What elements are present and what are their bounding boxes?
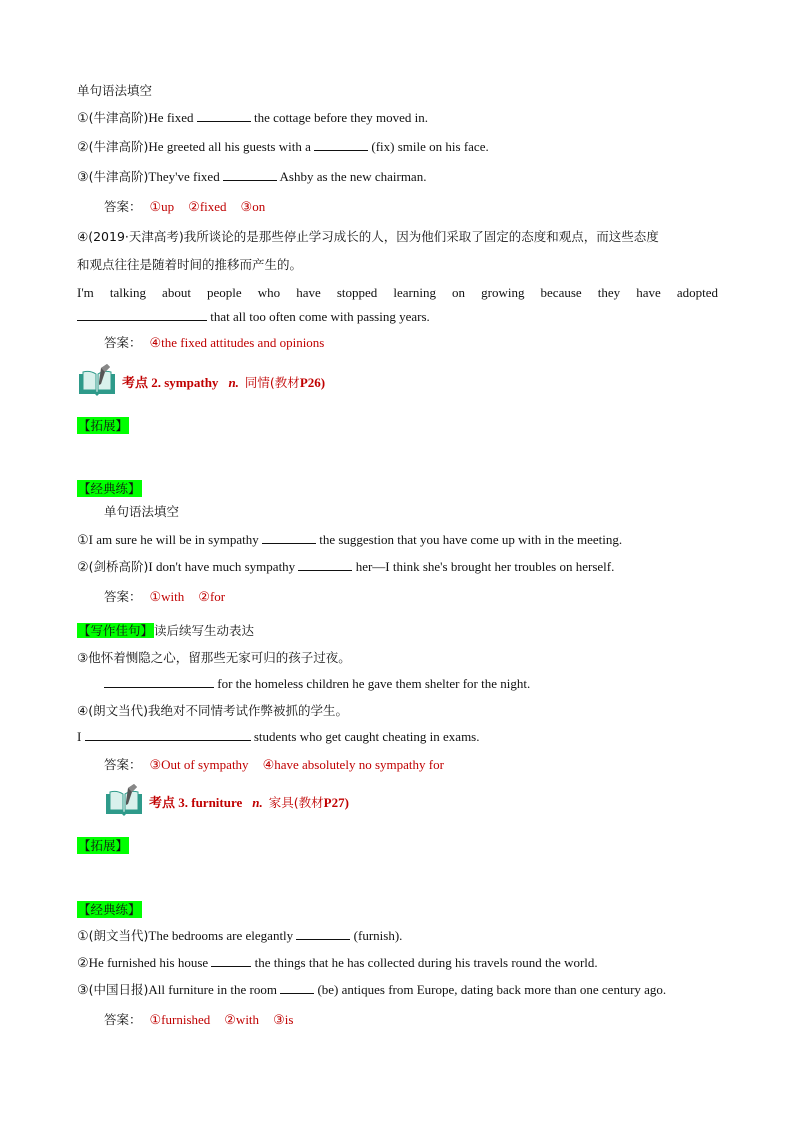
answer-blank[interactable]	[104, 675, 214, 688]
question-1	[77, 927, 402, 945]
answer-value: ①with	[149, 589, 185, 604]
question-text: I	[77, 729, 82, 744]
question-4-english: I'm talking about people who have stopped learning on growing because they have adopted	[77, 285, 718, 300]
answer-value: ②with	[224, 1012, 260, 1027]
question-3	[77, 981, 666, 999]
answer-value: ③on	[240, 199, 266, 214]
answer-value: ②for	[198, 589, 226, 604]
answer-value: ④have absolutely no sympathy for	[262, 757, 444, 772]
question-text: All furniture in the room	[148, 982, 277, 997]
part-of-speech: n.	[252, 795, 263, 810]
answer-label: 答案：	[104, 335, 142, 350]
part-of-speech: n.	[228, 375, 239, 390]
question-text: I am sure he will be in sympathy	[88, 532, 259, 547]
answer-blank[interactable]	[211, 954, 251, 967]
answer-blank[interactable]	[298, 558, 352, 571]
writing-3-english	[104, 675, 530, 693]
tag-practice: 【经典练】	[78, 481, 141, 496]
key-point-title: 考点 3. furniture	[149, 795, 243, 810]
answer-value: ①up	[149, 199, 175, 214]
answer-blank[interactable]	[280, 981, 314, 994]
question-2	[77, 954, 598, 972]
answer-blank[interactable]	[296, 927, 350, 940]
question-4-english	[77, 308, 430, 326]
tag-expand: 【拓展】	[78, 418, 129, 433]
question-number: ①	[77, 110, 89, 125]
answer-label: 答案：	[104, 757, 142, 772]
tag-practice: 【经典练】	[78, 902, 141, 917]
textbook-reference: P26)	[299, 375, 326, 390]
question-number: ③	[77, 982, 89, 997]
writing-hint: 读后续写生动表达	[154, 623, 255, 638]
answer-value: ②fixed	[188, 199, 227, 214]
writing-4-english	[77, 728, 479, 746]
question-number: ②	[77, 559, 89, 574]
answer-line	[104, 198, 279, 216]
writing-section-header	[77, 622, 254, 640]
answer-label: 答案：	[104, 589, 142, 604]
answer-blank[interactable]	[262, 531, 316, 544]
answer-line	[104, 1011, 307, 1029]
question-source: (剑桥高阶)	[88, 559, 149, 574]
question-text: He greeted all his guests with a	[148, 139, 311, 154]
question-text: that all too often come with passing years.	[210, 309, 430, 324]
question-text: the things that he has collected during his travels round the world.	[254, 955, 598, 970]
question-text: for the homeless children he gave them shelter for the night.	[217, 676, 531, 691]
textbook-reference: P27)	[323, 795, 349, 810]
book-pen-icon	[77, 364, 117, 396]
question-source: (牛津高阶)	[88, 110, 149, 125]
question-text: the suggestion that you have come up with in the meeting.	[319, 532, 623, 547]
writing-3-chinese: ③他怀着恻隐之心，留那些无家可归的孩子过夜。	[77, 650, 351, 665]
answer-label: 答案：	[104, 199, 142, 214]
answer-blank[interactable]	[223, 168, 277, 181]
question-text: (furnish).	[353, 928, 403, 943]
question-2	[77, 138, 489, 156]
question-text: the cottage before they moved in.	[254, 110, 429, 125]
key-point-title: 考点 2. sympathy	[122, 375, 219, 390]
question-1	[77, 531, 622, 549]
tag-writing: 【写作佳句】	[78, 623, 154, 638]
question-text: They've fixed	[148, 169, 220, 184]
key-point-heading	[149, 794, 349, 812]
question-text: (be) antiques from Europe, dating back more than one century ago.	[317, 982, 667, 997]
answer-blank[interactable]	[77, 308, 207, 321]
tag-expand: 【拓展】	[78, 838, 129, 853]
question-text: I don't have much sympathy	[148, 559, 296, 574]
answer-line	[104, 756, 458, 774]
question-source: (牛津高阶)	[88, 139, 149, 154]
answer-value: ③Out of sympathy	[149, 757, 249, 772]
key-point-heading	[122, 374, 325, 392]
question-number: ②	[77, 139, 89, 154]
question-text: He fixed	[148, 110, 194, 125]
answer-blank[interactable]	[85, 728, 251, 741]
question-text: Ashby as the new chairman.	[279, 169, 427, 184]
answer-label: 答案：	[104, 1012, 142, 1027]
answer-value: ①furnished	[149, 1012, 211, 1027]
question-number: ①	[77, 928, 89, 943]
book-pen-icon	[104, 784, 144, 816]
answer-blank[interactable]	[197, 109, 251, 122]
key-point-meaning: 同情(教材	[244, 375, 300, 390]
question-3	[77, 168, 426, 186]
answer-value: ③is	[273, 1012, 294, 1027]
question-4-chinese: 和观点往往是随着时间的推移而产生的。	[77, 257, 303, 272]
question-1	[77, 109, 428, 127]
section-label: 单句语法填空	[77, 83, 153, 98]
key-point-meaning: 家具(教材	[268, 795, 324, 810]
question-text: her—I think she's brought her troubles on herself.	[355, 559, 615, 574]
question-4-chinese: ④(2019·天津高考)我所谈论的是那些停止学习成长的人，因为他们采取了固定的态度和观点，而这些态度	[77, 229, 659, 244]
answer-value: ④the fixed attitudes and opinions	[149, 335, 325, 350]
answer-line	[104, 334, 338, 352]
question-source: (牛津高阶)	[88, 169, 149, 184]
question-number: ①	[77, 532, 89, 547]
answer-blank[interactable]	[314, 138, 368, 151]
question-text: students who get caught cheating in exams.	[253, 729, 480, 744]
question-text: He furnished his house	[88, 955, 209, 970]
question-2	[77, 558, 614, 576]
writing-4-chinese: ④(朗文当代)我绝对不同情考试作弊被抓的学生。	[77, 703, 348, 718]
question-source: (中国日报)	[88, 982, 149, 997]
question-text: (fix) smile on his face.	[371, 139, 489, 154]
answer-line	[104, 588, 239, 606]
question-number: ③	[77, 169, 89, 184]
question-source: (朗文当代)	[88, 928, 149, 943]
question-text: The bedrooms are elegantly	[148, 928, 294, 943]
question-number: ②	[77, 955, 89, 970]
section-label: 单句语法填空	[104, 504, 180, 519]
